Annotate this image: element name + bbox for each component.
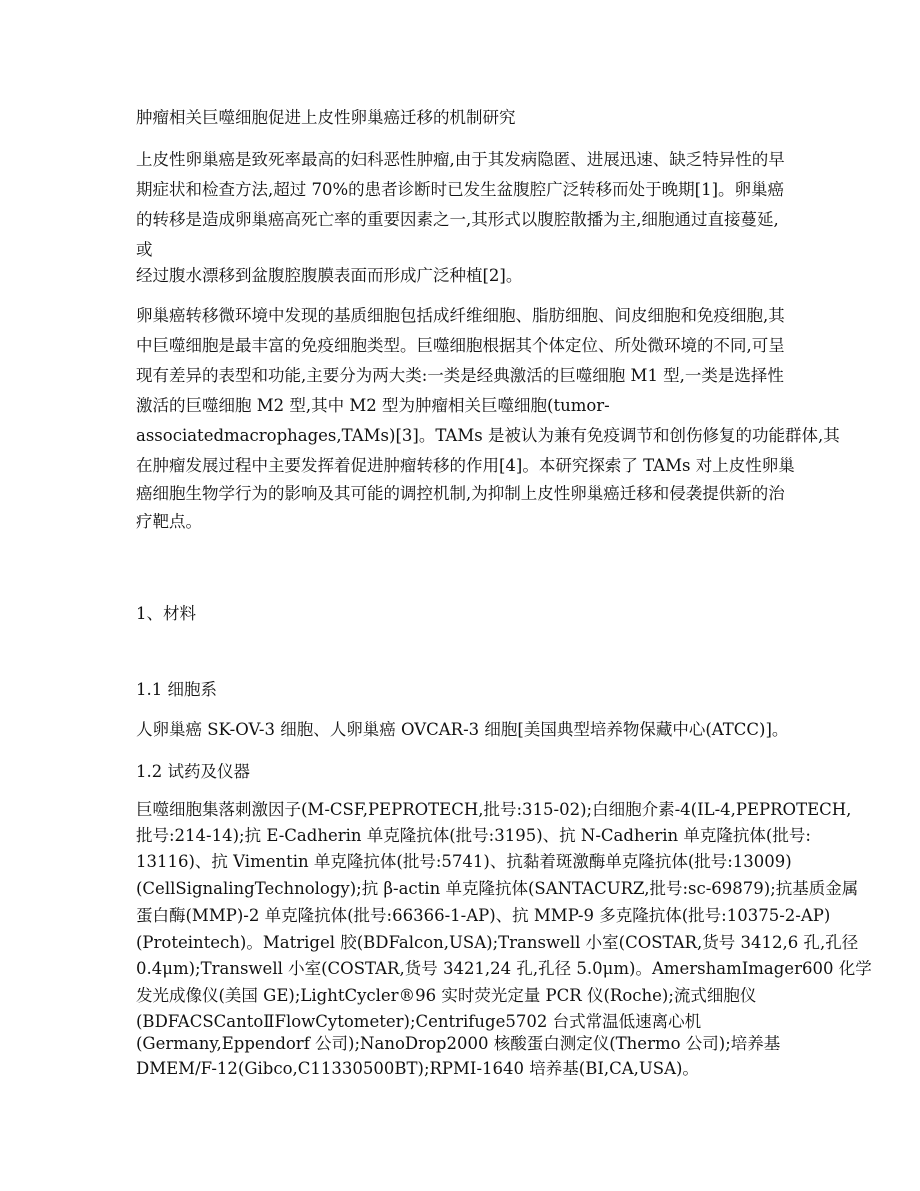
paragraph-line: 发光成像仪(美国 GE);LightCycler®96 实时荧光定量 PCR 仪(Roche);流式细胞仪 <box>136 986 757 1005</box>
paragraph-line: 现有差异的表型和功能,主要分为两大类:一类是经典激活的巨噬细胞 M1 型,一类是选择性 <box>136 366 784 385</box>
paragraph-line: 蛋白酶(MMP)-2 单克隆抗体(批号:66366-1-AP)、抗 MMP-9 多克隆抗体(批号:10375-2-AP) <box>136 906 831 925</box>
paragraph-line: 激活的巨噬细胞 M2 型,其中 M2 型为肿瘤相关巨噬细胞(tumor- <box>136 396 610 415</box>
paragraph-line: (Proteintech)。Matrigel 胶(BDFalcon,USA);Transwell 小室(COSTAR,货号 3412,6 孔,孔径 <box>136 933 859 952</box>
paragraph-line: 巨噬细胞集落刺激因子(M-CSF,PEPROTECH,批号:315-02);白细胞介素-4(IL-4,PEPROTECH, <box>136 800 852 819</box>
paragraph-line: (BDFACSCantoⅡFlowCytometer);Centrifuge5702 台式常温低速离心机 <box>136 1012 702 1031</box>
paragraph-line: 中巨噬细胞是最丰富的免疫细胞类型。巨噬细胞根据其个体定位、所处微环境的不同,可呈 <box>136 336 785 355</box>
paragraph-line: 人卵巢癌 SK-OV-3 细胞、人卵巢癌 OVCAR-3 细胞[美国典型培养物保藏中心(ATCC)]。 <box>136 720 789 739</box>
paragraph-line: 上皮性卵巢癌是致死率最高的妇科恶性肿瘤,由于其发病隐匿、进展迅速、缺乏特异性的早 <box>136 150 785 169</box>
paragraph-line: 0.4μm);Transwell 小室(COSTAR,货号 3421,24 孔,孔径 5.0μm)。AmershamImager600 化学 <box>136 959 872 978</box>
subsection-heading: 1.2 试药及仪器 <box>136 762 250 781</box>
paragraph-line: 的转移是造成卵巢癌高死亡率的重要因素之一,其形式以腹腔散播为主,细胞通过直接蔓延, <box>136 210 779 229</box>
paragraph-line: 癌细胞生物学行为的影响及其可能的调控机制,为抑制上皮性卵巢癌迁移和侵袭提供新的治 <box>136 484 785 503</box>
paragraph-line: 疗靶点。 <box>136 512 202 531</box>
paragraph-line: 批号:214-14);抗 E-Cadherin 单克隆抗体(批号:3195)、抗 N-Cadherin 单克隆抗体(批号: <box>136 826 811 845</box>
paragraph-line: associatedmacrophages,TAMs)[3]。TAMs 是被认为兼有免疫调节和创伤修复的功能群体,其 <box>136 426 840 445</box>
document-title: 肿瘤相关巨噬细胞促进上皮性卵巢癌迁移的机制研究 <box>136 108 516 127</box>
paragraph-line: 在肿瘤发展过程中主要发挥着促进肿瘤转移的作用[4]。本研究探索了 TAMs 对上皮性卵巢 <box>136 456 795 475</box>
paragraph-line: 卵巢癌转移微环境中发现的基质细胞包括成纤维细胞、脂肪细胞、间皮细胞和免疫细胞,其 <box>136 306 785 325</box>
subsection-heading: 1.1 细胞系 <box>136 680 217 699</box>
section-heading: 1、材料 <box>136 604 196 623</box>
paragraph-line: DMEM/F-12(Gibco,C11330500BT);RPMI-1640 培养基(BI,CA,USA)。 <box>136 1059 699 1078</box>
paragraph-line: (Germany,Eppendorf 公司);NanoDrop2000 核酸蛋白测定仪(Thermo 公司);培养基 <box>136 1034 781 1053</box>
paragraph-line: 或 <box>136 240 153 259</box>
paragraph-line: 13116)、抗 Vimentin 单克隆抗体(批号:5741)、抗黏着斑激酶单克隆抗体(批号:13009) <box>136 852 792 871</box>
paragraph-line: 期症状和检查方法,超过 70%的患者诊断时已发生盆腹腔广泛转移而处于晚期[1]。卵巢癌 <box>136 180 785 199</box>
paragraph-line: (CellSignalingTechnology);抗 β-actin 单克隆抗体(SANTACURZ,批号:sc-69879);抗基质金属 <box>136 879 859 898</box>
paragraph-line: 经过腹水漂移到盆腹腔腹膜表面而形成广泛种植[2]。 <box>136 266 523 285</box>
